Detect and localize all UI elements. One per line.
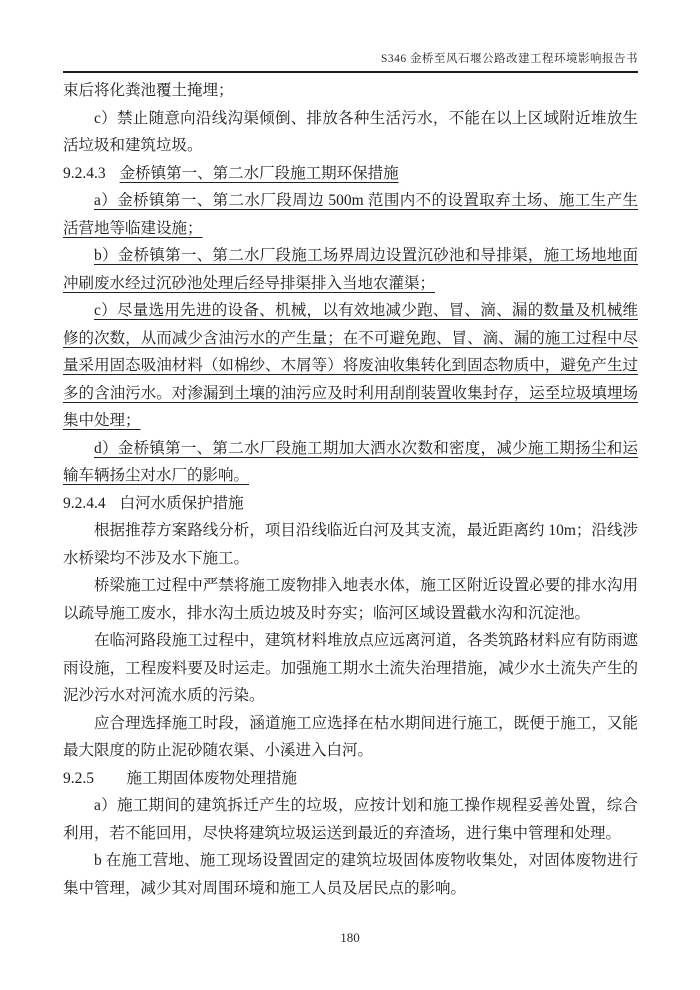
paragraph: a）金桥镇第一、第二水厂段周边 500m 范围内不的设置取弃土场、施工生产生活营地等临建设施； [63,192,638,237]
section-number: 9.2.4.4 [63,494,106,512]
paragraph: 束后将化粪池覆土掩埋； [63,82,234,99]
header-rule [63,71,638,73]
section-number: 9.2.5 [63,769,94,787]
header-title: S346 金桥至风石堰公路改建工程环境影响报告书 [380,53,638,65]
section-title: 金桥镇第一、第二水厂段施工期环保措施 [119,164,399,182]
section-title: 白河水质保护措施 [119,494,244,512]
page-header [63,0,638,73]
paragraph: c）禁止随意向沿线沟渠倾倒、排放各种生活污水，不能在以上区域附近堆放生活垃圾和建筑垃圾。 [63,109,638,154]
document-body [63,77,638,902]
section-title: 施工期固体废物处理措施 [126,769,298,787]
paragraph: 应合理选择施工时段，涵道施工应选择在枯水期间进行施工，既便于施工，又能最大限度的防止泥砂随农渠、小溪进入白河。 [63,714,638,759]
section-number: 9.2.4.3 [63,164,106,182]
paragraph: b 在施工营地、施工现场设置固定的建筑垃圾固体废物收集处，对固体废物进行集中管理，减少其对周围环境和施工人员及居民点的影响。 [63,852,638,897]
paragraph: c）尽量选用先进的设备、机械，以有效地减少跑、冒、滴、漏的数量及机械维修的次数，从而减少含油污水的产生量；在不可避免跑、冒、滴、漏的施工过程中尽量采用固态吸油材料（如棉纱、木屑等）将废油收集转化到固态物质中，避免产生过多的含油污水。对渗漏到土壤的油污应及时利用刮削装置收集封存，运至垃圾填埋场集中处理； [63,302,638,429]
section-heading [63,160,638,188]
paragraph: a）施工期间的建筑拆迁产生的垃圾，应按计划和施工操作规程妥善处置，综合利用，若不能回用，尽快将建筑垃圾运送到最近的弃渣场，进行集中管理和处理。 [63,797,638,842]
paragraph: 在临河路段施工过程中，建筑材料堆放点应远离河道，各类筑路材料应有防雨遮雨设施，工程废料要及时运走。加强施工期水土流失治理措施，减少水土流失产生的泥沙污水对河流水质的污染。 [63,632,638,704]
page-number: 180 [340,930,360,945]
paragraph: 桥梁施工过程中严禁将施工废物排入地表水体，施工区附近设置必要的排水沟用以疏导施工废水，排水沟土质边坡及时夯实；临河区域设置截水沟和沉淀池。 [63,577,638,622]
paragraph: d）金桥镇第一、第二水厂段施工期加大洒水次数和密度，减少施工期扬尘和运输车辆扬尘对水厂的影响。 [63,439,638,484]
paragraph: 根据推荐方案路线分析，项目沿线临近白河及其支流，最近距离约 10m；沿线涉水桥梁均不涉及水下施工。 [63,522,638,567]
section-heading [63,490,638,518]
paragraph: b）金桥镇第一、第二水厂段施工场界周边设置沉砂池和导排渠，施工场地地面冲刷废水经过沉砂池处理后经导排渠排入当地农灌渠； [63,247,638,292]
page-footer [0,930,700,946]
section-heading [63,765,638,793]
